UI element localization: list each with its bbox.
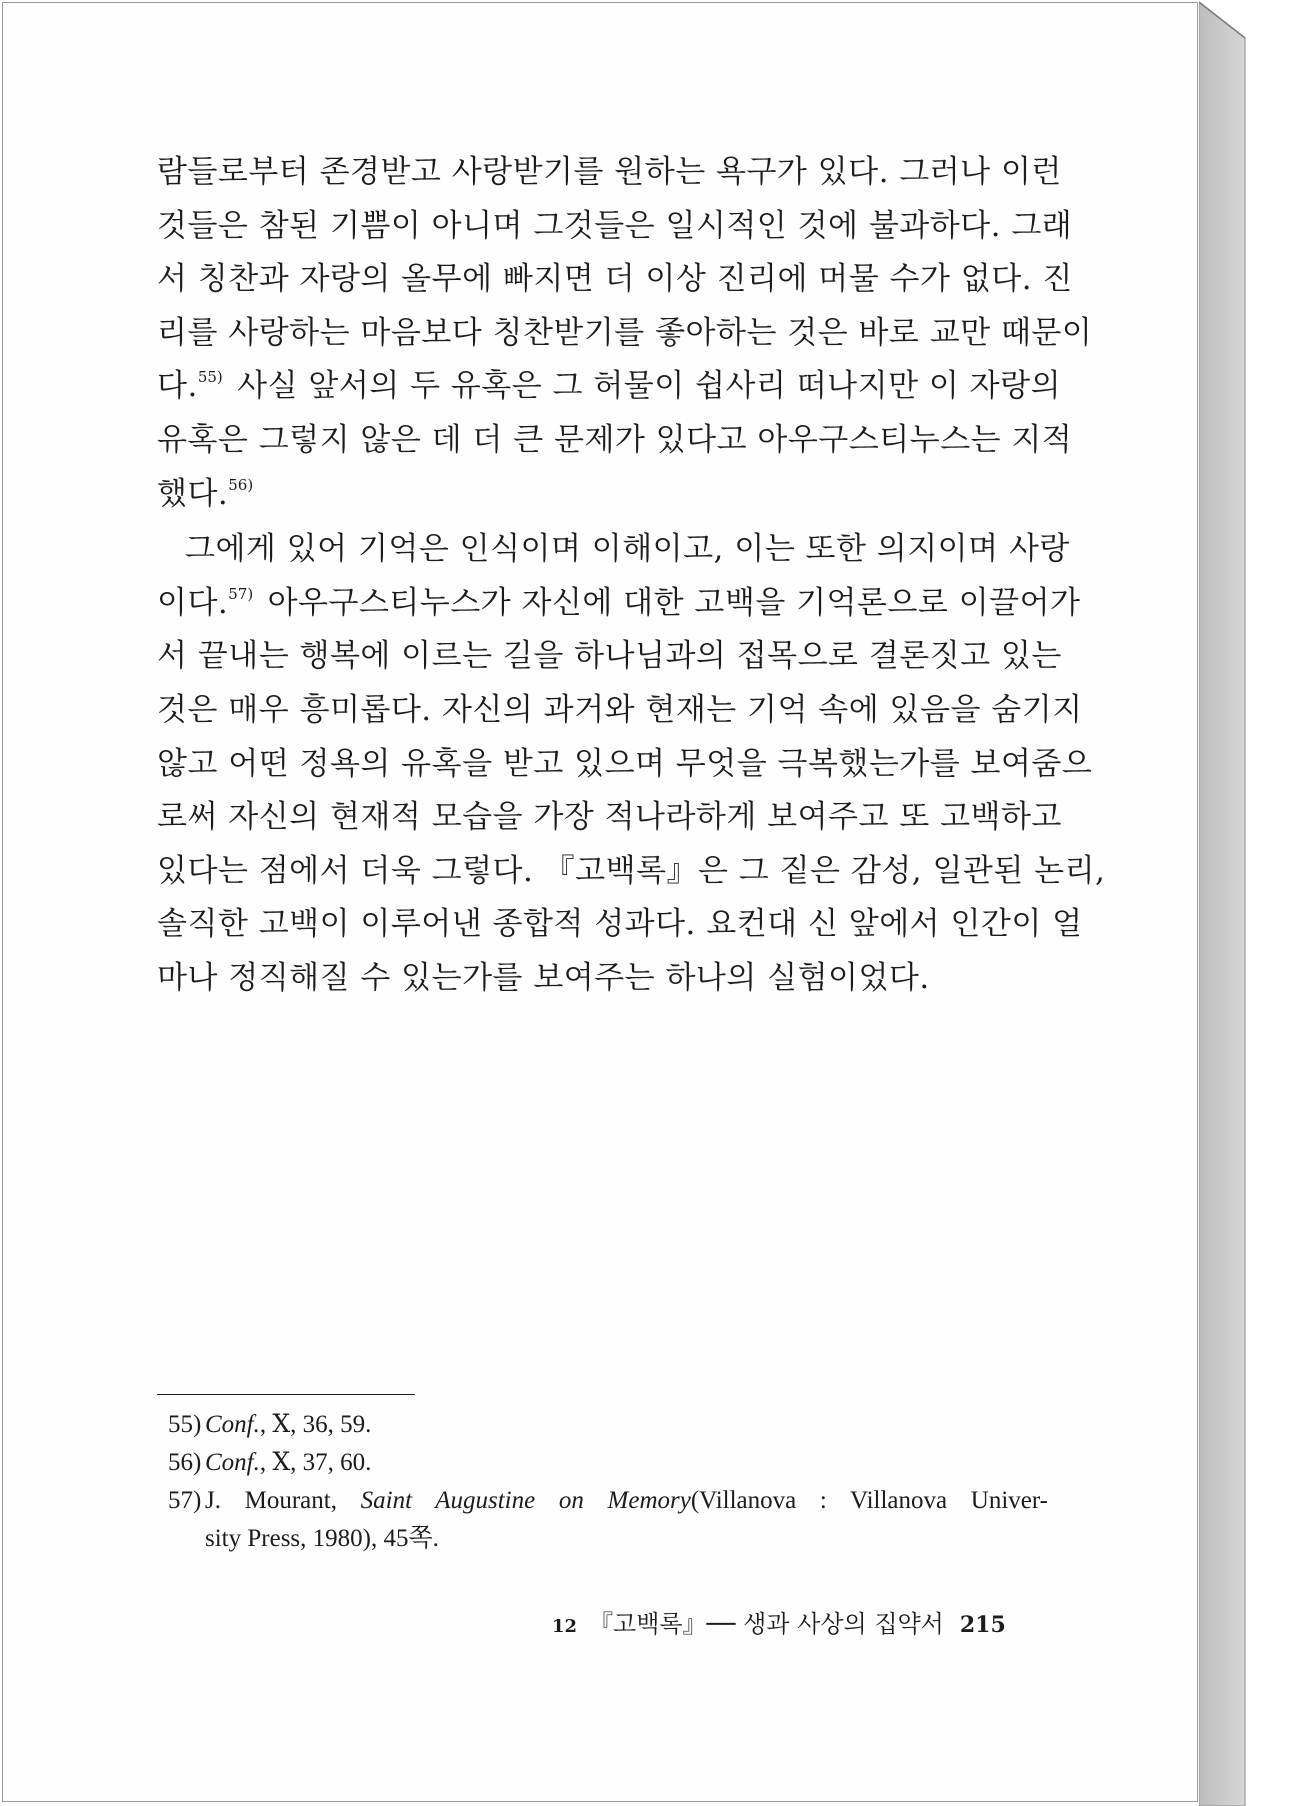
footnote-title: Conf. [205,1449,260,1476]
text-line: 있다는 점에서 더욱 그렇다. 『고백록』은 그 짙은 감성, 일관된 논리, [157,852,1106,889]
chapter-title: 『고백록』── 생과 사상의 집약서 [589,1610,944,1638]
text-fragment: 사실 앞서의 두 유혹은 그 허물이 쉽사리 떠나지만 이 자랑의 [237,368,1062,405]
footnote-continuation: sity Press, 1980), 45쪽. [205,1525,439,1552]
main-text [157,146,1106,1006]
text-fragment: 아우구스티누스가 자신에 대한 고백을 기억론으로 이끌어가 [267,584,1081,621]
text-line: 서 칭찬과 자랑의 올무에 빠지면 더 이상 진리에 머물 수가 없다. 진 [157,261,1073,298]
running-footer [552,1604,1032,1639]
footnote-55 [168,1406,1048,1444]
footnote-number: 57) [168,1487,202,1514]
paragraph-2 [157,523,1106,1005]
text-fragment: 이다. [157,584,229,621]
text-line [157,360,1062,414]
text-line: 않고 어떤 정욕의 유혹을 받고 있으며 무엇을 극복했는가를 보여줌으 [157,745,1093,782]
page-number: 215 [959,1612,1006,1638]
text-line [157,577,1081,631]
footnote-divider [157,1394,415,1395]
footnote-text [205,1444,1048,1482]
page-stack-graphic [1199,0,1259,1806]
text-line: 유혹은 그렇지 않은 데 더 큰 문제가 있다고 아우구스티누스는 지적 [157,421,1073,458]
page-stack-edge [1199,0,1259,1806]
footnote-number: 56) [168,1449,202,1476]
footnote-57 [168,1482,1048,1558]
text-line: 람들로부터 존경받고 사랑받기를 원하는 욕구가 있다. 그러나 이런 [157,154,1062,190]
text-line: 리를 사랑하는 마음보다 칭찬받기를 좋아하는 것은 바로 교만 때문이 [157,314,1093,351]
footnote-ref-57: 57) [228,584,254,603]
text-line: 그에게 있어 기억은 인식이며 이해이고, 이는 또한 의지이며 사랑 [185,531,1070,568]
paragraph-1 [157,146,1093,521]
text-line [157,468,1047,522]
text-line: 솔직한 고백이 이루어낸 종합적 성과다. 요컨대 신 앞에서 인간이 얼 [157,906,1083,943]
footnotes [168,1406,1048,1558]
footnote-56 [168,1444,1048,1482]
text-fragment: 했다. [157,475,229,512]
footnote-text [205,1482,1048,1520]
footnote-rest: (Villanova : Villanova Univer- [690,1487,1049,1514]
footnote-title: Conf. [205,1411,260,1438]
footnote-rest: , Ⅹ, 37, 60. [259,1449,372,1476]
chapter-number: 12 [552,1616,578,1637]
footnote-number: 55) [168,1411,202,1438]
text-line: 것은 매우 흥미롭다. 자신의 과거와 현재는 기억 속에 있음을 숨기지 [157,691,1083,728]
text-line: 것들은 참된 기쁨이 아니며 그것들은 일시적인 것에 불과하다. 그래 [157,207,1073,244]
text-line: 서 끝내는 행복에 이르는 길을 하나님과의 접목으로 결론짓고 있는 [157,638,1062,675]
text-line: 로써 자신의 현재적 모습을 가장 적나라하게 보여주고 또 고백하고 [157,799,1062,836]
footnote-ref-56: 56) [228,475,254,494]
footnote-ref-55: 55) [197,368,223,387]
text-fragment: 다. [157,368,198,405]
footnote-author: J. Mourant, [205,1487,361,1514]
text-line: 마나 정직해질 수 있는가를 보여주는 하나의 실험이었다. [157,959,930,996]
footnote-text [205,1406,1048,1444]
footnote-rest: , Ⅹ, 36, 59. [259,1411,372,1438]
footnote-title: Saint Augustine on Memory [360,1487,691,1514]
